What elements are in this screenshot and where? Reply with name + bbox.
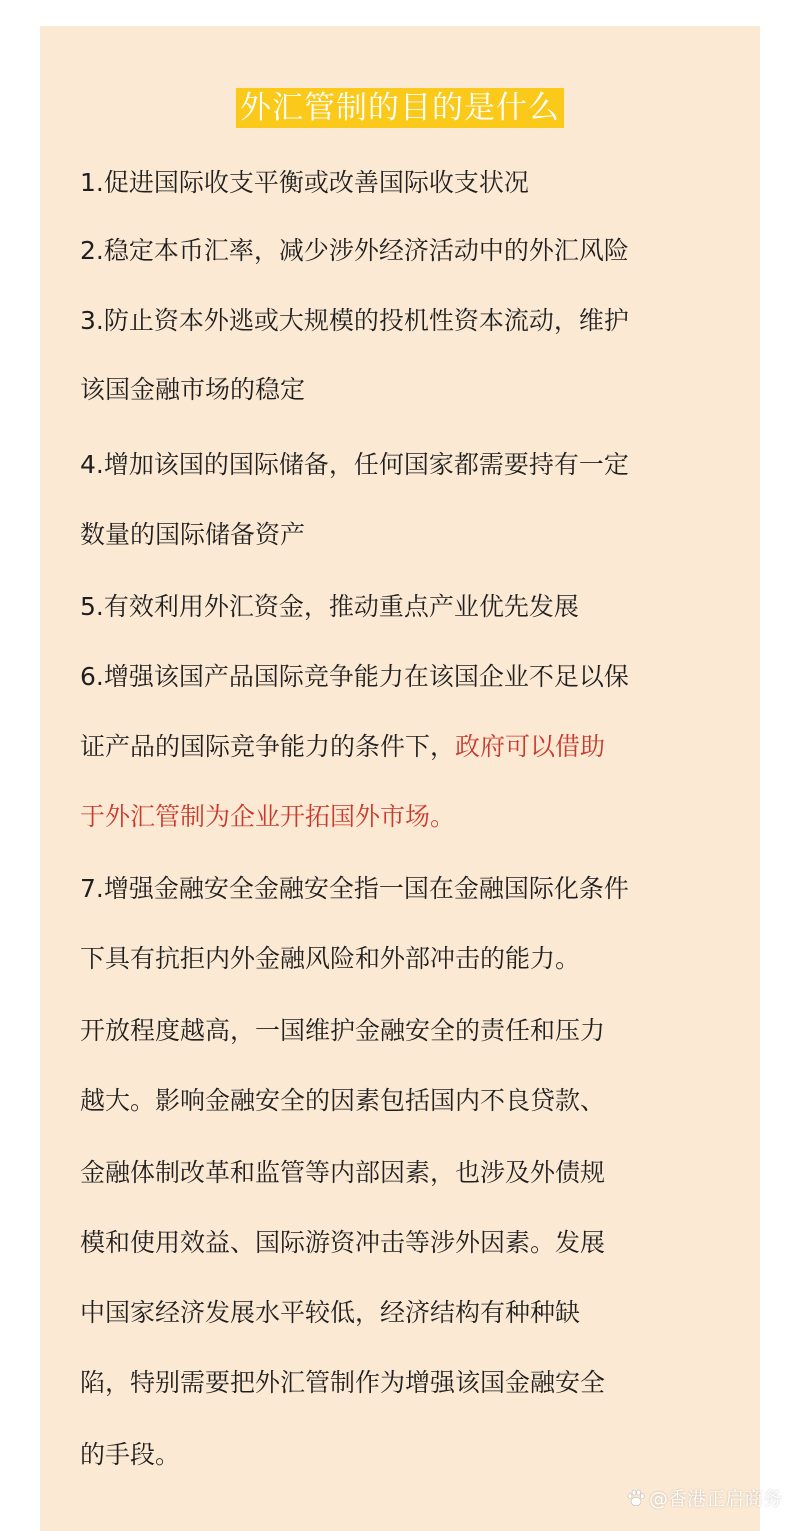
text-line-9 bbox=[80, 730, 605, 764]
text-line-15: 金融体制改革和监管等内部因素，也涉及外债规 bbox=[80, 1158, 606, 1187]
content-card bbox=[40, 26, 760, 1531]
text-line-11: 7.增强金融安全金融安全指一国在金融国际化条件 bbox=[80, 874, 629, 903]
text-line-19: 的手段。 bbox=[80, 1440, 181, 1469]
watermark-text: @香港正启商务 bbox=[648, 1488, 782, 1510]
text-line-12: 下具有抗拒内外金融风险和外部冲击的能力。 bbox=[80, 944, 581, 973]
text-line-6: 数量的国际储备资产 bbox=[80, 520, 306, 549]
paw-icon bbox=[625, 1487, 647, 1509]
text-line-18: 陷，特别需要把外汇管制作为增强该国金融安全 bbox=[80, 1368, 606, 1397]
text-line-3: 3.防止资本外逃或大规模的投机性资本流动，维护 bbox=[80, 306, 629, 335]
watermark bbox=[625, 1486, 782, 1512]
text-line-17: 中国家经济发展水平较低，经济结构有种种缺 bbox=[80, 1298, 581, 1327]
text-line-9-emphasis: 政府可以借助 bbox=[455, 732, 606, 761]
text-line-8: 6.增强该国产品国际竞争能力在该国企业不足以保 bbox=[80, 662, 629, 691]
text-line-5: 4.增加该国的国际储备，任何国家都需要持有一定 bbox=[80, 450, 629, 479]
text-line-9-normal: 证产品的国际竞争能力的条件下， bbox=[80, 732, 456, 761]
text-line-14: 越大。影响金融安全的因素包括国内不良贷款、 bbox=[80, 1086, 606, 1115]
page-title: 外汇管制的目的是什么 bbox=[236, 88, 564, 128]
text-line-10-emphasis: 于外汇管制为企业开拓国外市场。 bbox=[80, 802, 456, 831]
title-wrap bbox=[40, 88, 760, 128]
text-line-16: 模和使用效益、国际游资冲击等涉外因素。发展 bbox=[80, 1228, 606, 1257]
text-line-1: 1.促进国际收支平衡或改善国际收支状况 bbox=[80, 168, 529, 197]
text-line-13: 开放程度越高，一国维护金融安全的责任和压力 bbox=[80, 1016, 606, 1045]
text-line-7: 5.有效利用外汇资金，推动重点产业优先发展 bbox=[80, 592, 579, 621]
text-line-2: 2.稳定本币汇率，减少涉外经济活动中的外汇风险 bbox=[80, 236, 629, 265]
text-line-4: 该国金融市场的稳定 bbox=[80, 375, 306, 404]
